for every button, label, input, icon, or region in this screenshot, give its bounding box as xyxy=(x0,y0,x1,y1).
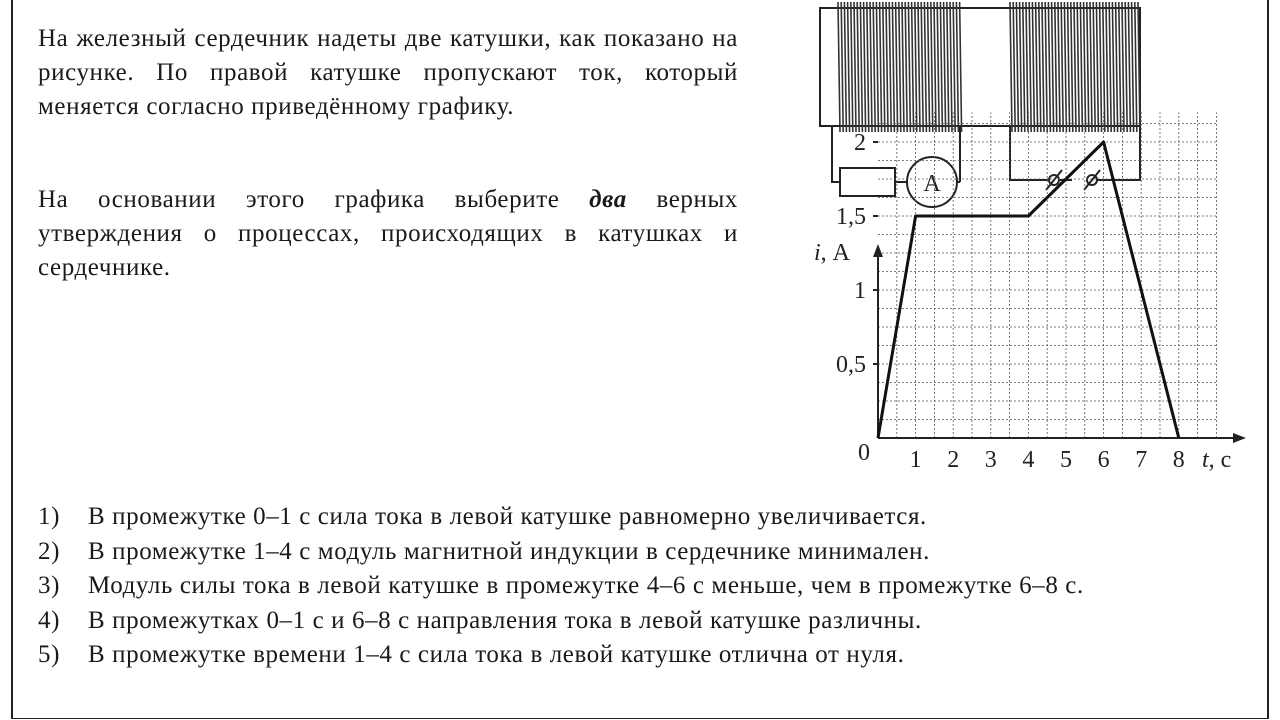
x-axis-label: t, с xyxy=(1202,447,1232,473)
current-time-graph xyxy=(800,130,1260,475)
intro-text-2b: верных утверждения о процессах, происходящих в катушках и сердечнике. xyxy=(38,186,738,281)
resistor xyxy=(840,168,895,196)
y-tick-label: 1,5 xyxy=(836,204,866,230)
option-number: 1) xyxy=(38,503,61,530)
x-tick-label: 8 xyxy=(1172,447,1185,473)
intro-paragraph-2 xyxy=(38,183,738,285)
y-tick-label: 2 xyxy=(854,130,866,156)
right-circuit-wire xyxy=(1010,126,1042,180)
intro-text-2a: На основании этого графика выберите xyxy=(38,186,590,213)
x-tick-label: 3 xyxy=(984,447,997,473)
option-text: В промежутке 1–4 с модуль магнитной индукции в сердечнике минимален. xyxy=(88,537,930,565)
option-text: В промежутке времени 1–4 с сила тока в левой катушке отлична от нуля. xyxy=(88,641,905,668)
option-5[interactable] xyxy=(38,638,1248,673)
ammeter-label: A xyxy=(923,171,941,197)
x-tick-label: 5 xyxy=(1060,447,1072,473)
option-number: 3) xyxy=(38,572,61,599)
option-number: 5) xyxy=(38,641,61,668)
y-tick-label: 1 xyxy=(854,278,866,304)
option-1[interactable] xyxy=(38,500,1248,535)
option-number: 4) xyxy=(38,606,61,634)
option-text: В промежутке 0–1 с сила тока в левой катушке равномерно увеличивается. xyxy=(88,503,927,530)
x-tick-label: 7 xyxy=(1135,447,1148,473)
intro-paragraph-1 xyxy=(38,22,738,124)
x-tick-label: 4 xyxy=(1022,447,1035,473)
x-tick-label: 6 xyxy=(1097,447,1110,473)
coil-figure xyxy=(810,0,1150,215)
chart-axes xyxy=(873,244,1246,443)
x-axis-arrow xyxy=(1233,433,1246,443)
option-3[interactable] xyxy=(38,569,1248,604)
x-tick-label: 2 xyxy=(947,447,960,473)
option-2[interactable] xyxy=(38,535,1248,570)
x-tick-label: 1 xyxy=(909,447,922,473)
y-axis-arrow xyxy=(873,244,883,257)
option-4[interactable] xyxy=(38,604,1248,639)
y-axis-label: i, А xyxy=(814,240,851,266)
option-text: Модуль силы тока в левой катушке в промежутке 4–6 с меньше, чем в промежутке 6–8 с. xyxy=(88,572,1084,599)
intro-emphasis: два xyxy=(589,186,627,213)
left-circuit-wire xyxy=(832,126,840,182)
y-tick-label: 0,5 xyxy=(836,352,866,378)
option-number: 2) xyxy=(38,537,61,565)
origin-label: 0 xyxy=(858,440,870,466)
option-text: В промежутках 0–1 с и 6–8 с направления тока в левой катушке различны. xyxy=(88,606,922,634)
intro-text-1: На железный сердечник надеты две катушки, как показано на рисунке. По правой катушке пропускают ток, который меняется согласно приведённому графику. xyxy=(38,25,738,120)
answer-options xyxy=(38,500,1248,673)
